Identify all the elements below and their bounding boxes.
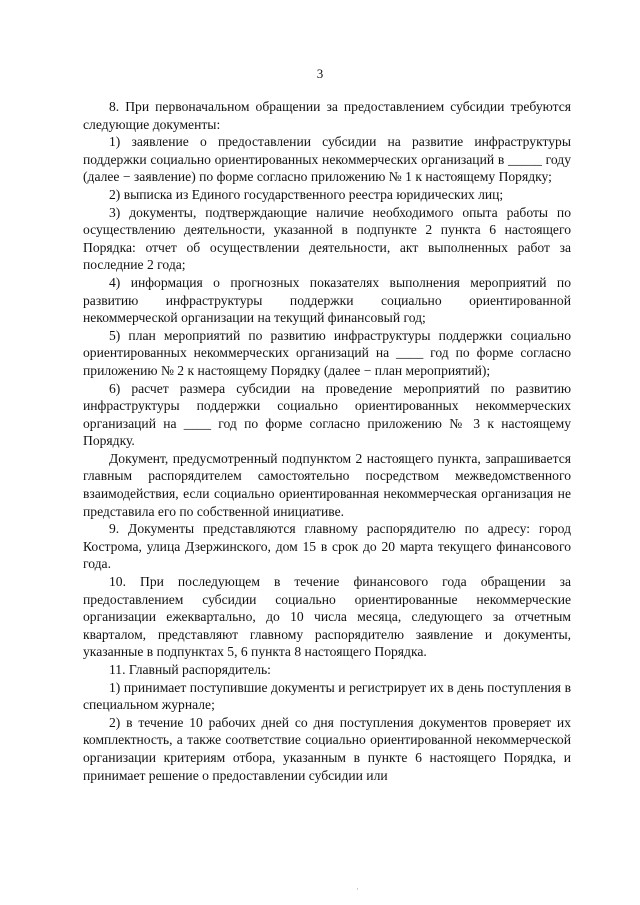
paragraph-11-item-1: 1) принимает поступившие документы и регистрирует их в день поступления в специальном журнале; bbox=[83, 679, 571, 713]
paragraph-10: 10. При последующем в течение финансового года обращении за предоставлением субсидии социально ориентированные некоммерческие организации ежеквартально, до 10 числа месяца, следующего за отчетным кварталом, представляют главному распорядителю заявление и документы, указанные в подпунктах 5, 6 пункта 8 настоящего Порядка. bbox=[83, 574, 571, 660]
paragraph-8-item-3: 3) документы, подтверждающие наличие необходимого опыта работы по осуществлению деятельности, указанной в подпункте 2 пункта 6 настоящего Порядка: отчет об осуществлении деятельности, акт выполненных работ за последние 2 года; bbox=[83, 204, 571, 273]
scan-artifact-dot: · bbox=[356, 884, 359, 894]
paragraph-8-item-5: 5) план мероприятий по развитию инфраструктуры поддержки социально ориентированных некоммерческих организаций на ____ год по форме согласно приложению № 2 к настоящему Порядку (далее − план мероприятий); bbox=[83, 327, 571, 378]
paragraph-9: 9. Документы представляются главному распорядителю по адресу: город Кострома, улица Дзержинского, дом 15 в срок до 20 марта текущего финансового года. bbox=[83, 521, 571, 572]
document-body bbox=[83, 98, 571, 784]
paragraph-8-item-2: 2) выписка из Единого государственного реестра юридических лиц; bbox=[109, 186, 504, 202]
paragraph-8-item-6: 6) расчет размера субсидии на проведение мероприятий по развитию инфраструктуры поддержки социально ориентированных некоммерческих организаций на ____ год по форме согласно приложению № 3 к настоящему Порядку. bbox=[83, 380, 571, 449]
paragraph-8-item-1: 1) заявление о предоставлении субсидии на развитие инфраструктуры поддержки социально ориентированных некоммерческих организаций в _____ году (далее − заявление) по форме согласно приложению № 1 к настоящему Порядку; bbox=[83, 134, 571, 185]
paragraph-11-item-2: 2) в течение 10 рабочих дней со дня поступления документов проверяет их комплектность, а также соответствие социально ориентированной некоммерческой организации критериям отбора, указанным в пункте 6 настоящего Порядка, и принимает решение о предоставлении субсидии или bbox=[83, 714, 571, 783]
paragraph-8-item-4: 4) информация о прогнозных показателях выполнения мероприятий по развитию инфраструктуры поддержки социально ориентированной некоммерческой организации на текущий финансовый год; bbox=[83, 274, 571, 326]
page-number: 3 bbox=[316, 66, 324, 81]
paragraph-8: 8. При первоначальном обращении за предоставлением субсидии требуются следующие документы: bbox=[83, 99, 571, 132]
paragraph-11: 11. Главный распорядитель: bbox=[109, 662, 271, 677]
paragraph-8-note: Документ, предусмотренный подпунктом 2 настоящего пункта, запрашивается главным распорядителем самостоятельно посредством межведомственного взаимодействия, если социально ориентированная некоммерческая организация не представила его по собственной инициативе. bbox=[83, 450, 571, 519]
